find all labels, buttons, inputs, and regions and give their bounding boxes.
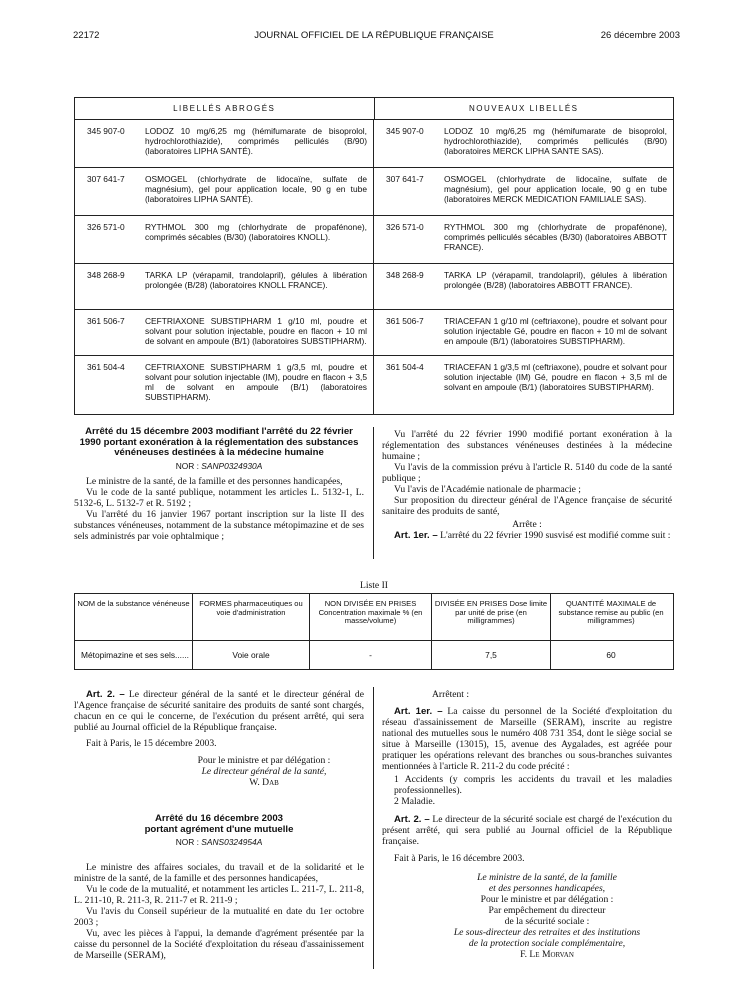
arrete1-nor: NOR : SANP0324930A — [175, 460, 263, 471]
bottom-right-column — [382, 689, 672, 960]
signature-line: Pour le ministre et par délégation : — [197, 755, 331, 766]
fait-a-paris: Fait à Paris, le 16 décembre 2003. — [394, 853, 525, 864]
branch-item: 1 Accidents (y compris les accidents du travail et les maladies professionnelles). — [394, 774, 672, 796]
article-2: Art. 2. – Le directeur de la sécurité sociale est chargé de l'exécution du présent arrêté, qui sera publié au Journal officiel de la République française. — [382, 814, 672, 847]
code-cell: 326 571-0 — [386, 222, 424, 232]
paragraph: Vu, avec les pièces à l'appui, la demande d'agrément présentée par la caisse du personnel de la Société d'exploitation du réseau d'assainissement de Marseille (SERAM), — [74, 928, 364, 961]
signature-line: Le sous-directeur des retraites et des institutions — [453, 927, 641, 938]
arrete2-nor: NOR : SANS0324954A — [175, 837, 263, 847]
signatory-name: W. Dab — [249, 777, 279, 788]
header-abroges: LIBELLÉS ABROGÉS — [75, 98, 375, 119]
column-divider — [373, 687, 374, 969]
old-label-cell: CEFTRIAXONE SUBSTIPHARM 1 g/3,5 ml, poudre et solvant pour solution injectable (IM), poudre en flacon + 3,5 ml de solvant en ampoule (B/1) (laboratoires SUBSTIPHARM). — [145, 362, 367, 402]
liste-table-header — [75, 594, 673, 641]
page-number: 22172 — [73, 30, 100, 41]
table-row — [75, 264, 673, 310]
code-cell: 361 504-4 — [87, 362, 125, 372]
signature-line: et des personnes handicapées, — [488, 883, 606, 894]
table-cell: 7,5 — [432, 641, 551, 669]
new-label-cell: LODOZ 10 mg/6,25 mg (hémifumarate de bisoprolol, hydrochlorothiazide), comprimés pelliculés (B/90) (laboratoires MERCK LIPHA SANTE SAS). — [444, 126, 667, 156]
arrete1-left-column — [74, 427, 364, 542]
old-label-cell: CEFTRIAXONE SUBSTIPHARM 1 g/10 ml, poudre et solvant pour solution injectable, poudre en flacon + 10 ml de solvant en ampoule (B/1) (laboratoires SUBSTIPHARM). — [145, 316, 367, 346]
signature-line: Le directeur général de la santé, — [201, 766, 327, 777]
arretent-word: Arrêtent : — [432, 689, 470, 700]
paragraph: Vu l'avis du Conseil supérieur de la mutualité en date du 1er octobre 2003 ; — [74, 906, 364, 928]
fait-a-paris: Fait à Paris, le 15 décembre 2003. — [86, 738, 217, 749]
code-cell: 307 641-7 — [87, 174, 125, 184]
bottom-left-column — [74, 689, 364, 961]
paragraph: Sur proposition du directeur général de l'Agence française de sécurité sanitaire des produits de santé, — [382, 495, 672, 517]
old-label-cell: LODOZ 10 mg/6,25 mg (hémifumarate de bisoprolol, hydrochlorothiazide), comprimés pelliculés (B/90) (laboratoires LIPHA SANTÉ). — [145, 126, 367, 156]
code-cell: 348 268-9 — [87, 270, 125, 280]
arrete-word: Arrête : — [512, 519, 542, 530]
code-cell: 361 504-4 — [386, 362, 424, 372]
col-header: DIVISÉE EN PRISES Dose limite par unité de prise (en milligrammes) — [432, 594, 551, 640]
paragraph: Vu l'arrêté du 22 février 1990 modifié portant exonération à la réglementation des substances vénéneuses destinées à la médecine humaine ; — [382, 429, 672, 462]
code-cell: 361 506-7 — [386, 316, 424, 326]
new-label-cell: OSMOGEL (chlorhydrate de lidocaïne, sulfate de magnésium), gel pour application locale, 90 g en tube (laboratoires MERCK MEDICATION FAMILIALE SAS). — [444, 174, 667, 204]
issue-date: 26 décembre 2003 — [600, 30, 680, 41]
signature-block — [382, 872, 672, 960]
article-1: Art. 1er. – L'arrêté du 22 février 1990 susvisé est modifié comme suit : — [394, 530, 671, 541]
paragraph: Le ministre de la santé, de la famille et des personnes handicapées, — [86, 475, 343, 487]
arrete1-title: Arrêté du 15 décembre 2003 modifiant l'arrêté du 22 février 1990 portant exonération à la réglementation des substances vénéneuses destinées à la médecine humaine — [79, 426, 359, 458]
code-cell: 307 641-7 — [386, 174, 424, 184]
arrete2-title: Arrêté du 16 décembre 2003 portant agrément d'une mutuelle — [144, 813, 294, 835]
liste-title: Liste II — [360, 580, 388, 591]
table-row — [75, 216, 673, 264]
code-cell: 326 571-0 — [87, 222, 125, 232]
old-label-cell: RYTHMOL 300 mg (chlorhydrate de propafénone), comprimés sécables (B/30) (laboratoires KNOLL). — [145, 222, 367, 242]
code-cell: 361 506-7 — [87, 316, 125, 326]
signature-line: Le ministre de la santé, de la famille — [477, 872, 617, 883]
col-header: NOM de la substance vénéneuse — [75, 594, 193, 640]
code-cell: 345 907-0 — [386, 126, 424, 136]
signature-line: Pour le ministre et par délégation : — [480, 894, 614, 905]
paragraph: Vu l'arrêté du 16 janvier 1967 portant inscription sur la liste II des substances vénéneuses, notamment de la substance métopimazine et de ses sels administrés par voie ophtalmique ; — [74, 508, 364, 542]
page-header — [0, 30, 748, 44]
table-cell: Métopimazine et ses sels...... — [75, 641, 193, 669]
branch-item: 2 Maladie. — [394, 796, 436, 807]
col-header: FORMES pharmaceutiques ou voie d'administration — [193, 594, 310, 640]
journal-title: JOURNAL OFFICIEL DE LA RÉPUBLIQUE FRANÇAISE — [254, 30, 494, 41]
signature-line: de la sécurité sociale : — [504, 916, 590, 927]
old-label-cell: OSMOGEL (chlorhydrate de lidocaïne, sulfate de magnésium), gel pour application locale, 90 g en tube (laboratoires LIPHA SANTÉ). — [145, 174, 367, 204]
table-cell: 60 — [606, 650, 616, 660]
article-2: Art. 2. – Le directeur général de la santé et le directeur général de l'Agence française de sécurité sanitaire des produits de santé sont chargés, chacun en ce qui le concerne, de l'exécution du présent arrêté, qui sera publié au Journal officiel de la République française. — [74, 689, 364, 733]
paragraph: Vu le code de la santé publique, notamment les articles L. 5132-1, L. 5132-6, L. 5132-7 et R. 5192 ; — [74, 486, 364, 509]
signature-block — [74, 755, 364, 788]
table-row — [75, 310, 673, 356]
table-row — [75, 356, 673, 414]
table-row — [75, 641, 673, 669]
col-header: NON DIVISÉE EN PRISES Concentration maximale % (en masse/volume) — [310, 594, 432, 640]
signatory-name: F. Le Morvan — [520, 949, 574, 960]
arrete1-right-column — [382, 429, 672, 541]
new-label-cell: TRIACEFAN 1 g/10 ml (ceftriaxone), poudre et solvant pour solution injectable Gé, poudre en flacon + 10 ml de solvant en ampoule (B/1) (laboratoires SUBSTIPHARM). — [444, 316, 667, 346]
libelles-table-header — [75, 98, 673, 120]
code-cell: 345 907-0 — [87, 126, 125, 136]
paragraph: Le ministre des affaires sociales, du travail et de la solidarité et le ministre de la santé, de la famille et des personnes handicapées, — [74, 862, 364, 884]
liste-table — [74, 593, 674, 670]
signature-line: Par empêchement du directeur — [488, 905, 606, 916]
header-nouveaux: NOUVEAUX LIBELLÉS — [468, 104, 579, 113]
paragraph: Vu l'avis de la commission prévu à l'article R. 5140 du code de la santé publique ; — [382, 462, 672, 484]
table-cell: - — [310, 641, 432, 669]
new-label-cell: TARKA LP (vérapamil, trandolapril), gélules à libération prolongée (B/28) (laboratoires ABBOTT FRANCE). — [444, 270, 667, 290]
table-row — [75, 168, 673, 216]
libelles-table — [74, 97, 674, 415]
table-row — [75, 120, 673, 168]
new-label-cell: TRIACEFAN 1 g/3,5 ml (ceftriaxone), poudre et solvant pour solution injectable (IM) Gé, poudre en flacon + 3,5 ml de solvant en ampoule (B/1) (laboratoires SUBSTIPHARM). — [444, 362, 667, 392]
col-header: QUANTITÉ MAXIMALE de substance remise au public (en milligrammes) — [558, 599, 664, 626]
old-label-cell: TARKA LP (vérapamil, trandolapril), gélules à libération prolongée (B/28) (laboratoires KNOLL FRANCE). — [145, 270, 367, 290]
new-label-cell: RYTHMOL 300 mg (chlorhydrate de propafénone), comprimés pelliculés sécables (B/30) (laboratoires ABBOTT FRANCE). — [444, 222, 667, 252]
paragraph: Vu le code de la mutualité, et notamment les articles L. 211-7, L. 211-8, L. 211-10, R. 211-3, R. 211-7 et R. 211-9 ; — [74, 884, 364, 906]
table-cell: Voie orale — [193, 641, 310, 669]
article-1: Art. 1er. – La caisse du personnel de la Société d'exploitation du réseau d'assainissement de Marseille (SERAM), inscrite au registre national des mutuelles sous le numéro 408 731 354, dont le siège social se situe à Marseille (13015), 15, avenue des Aygalades, est agréée pour pratiquer les opérations relevant des branches ou sous-branches suivantes mentionnées à l'article R. 211-2 du code précité : — [382, 706, 672, 772]
signature-line: de la protection sociale complémentaire, — [468, 938, 626, 949]
code-cell: 348 268-9 — [386, 270, 424, 280]
paragraph: Vu l'avis de l'Académie nationale de pharmacie ; — [394, 484, 581, 495]
column-divider — [373, 427, 374, 559]
